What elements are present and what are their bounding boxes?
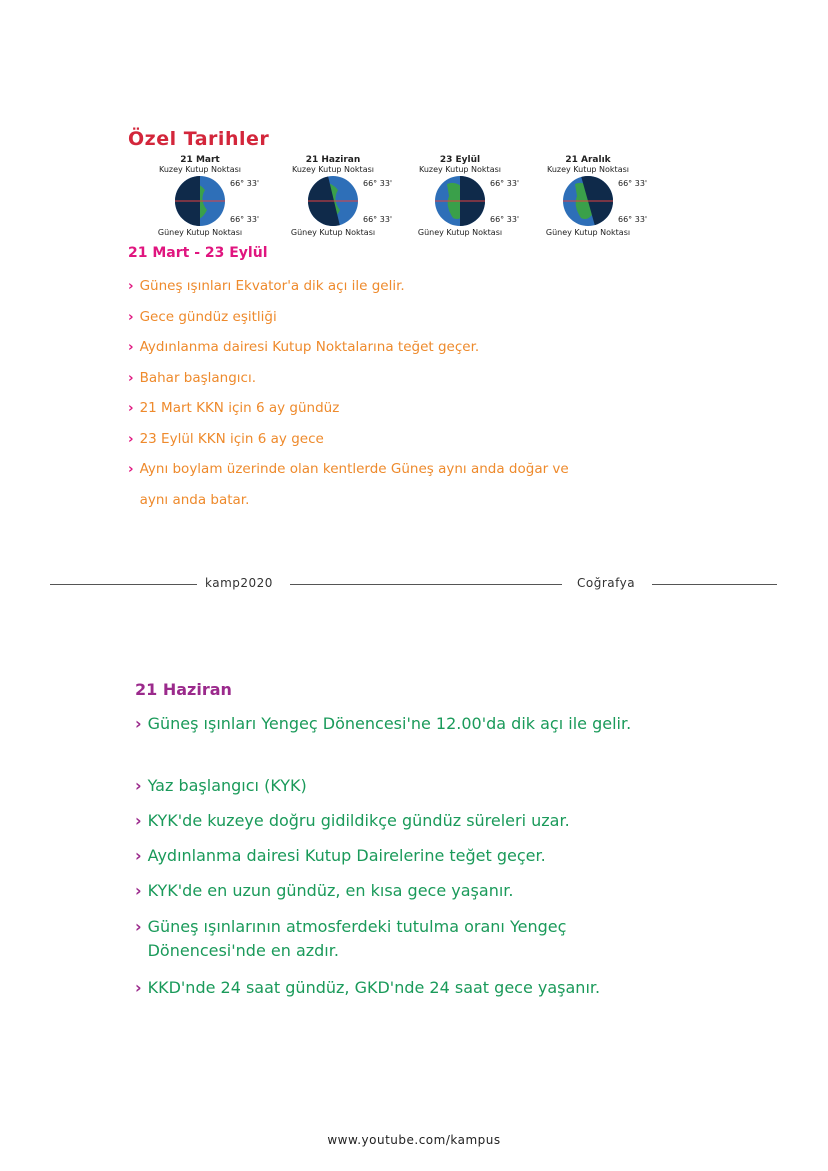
section-title: Özel Tarihler [128,128,270,150]
lat-north-label: 66° 33' [618,179,648,188]
chevron-right-icon: › [135,881,142,900]
globe-date: 21 Mart [180,155,220,165]
footer-divider [290,584,562,585]
bullet-text: KYK'de en uzun gündüz, en kısa gece yaşanır. [147,881,514,900]
bullet-text: 21 Mart KKN için 6 ay gündüz [139,400,340,416]
earth-icon [303,174,363,228]
chevron-right-icon: › [128,400,134,416]
footer-divider [50,584,197,585]
bullet-item [128,492,249,508]
chevron-right-icon: › [128,278,134,294]
chevron-right-icon: › [135,776,142,795]
bullet-text: 23 Eylül KKN için 6 ay gece [139,430,324,447]
earth-icon [170,174,230,228]
south-pole-label: Güney Kutup Noktası [545,228,631,237]
bullet-text: Aynı boylam üzerinde olan kentlerde Güneş aynı anda doğar ve [139,461,569,477]
globe-date: 21 Aralık [565,155,611,165]
lat-north-label: 66° 33' [490,179,520,188]
south-pole-label: Güney Kutup Noktası [290,228,376,237]
bullet-item [135,844,680,868]
south-pole-label: Güney Kutup Noktası [157,228,243,237]
south-pole-label: Güney Kutup Noktası [417,228,503,237]
globe-date: 23 Eylül [439,155,481,165]
bullet-item [128,400,339,416]
globe-diagram [523,155,653,243]
bullet-text: KKD'nde 24 saat gündüz, GKD'nde 24 saat gece yaşanır. [147,978,601,997]
north-pole-label: Kuzey Kutup Noktası [546,165,629,174]
bullet-item [135,712,680,736]
bullet-text: Yaz başlangıcı (KYK) [147,776,307,795]
bullet-item [128,370,256,386]
chevron-right-icon: › [128,369,134,386]
chevron-right-icon: › [128,308,134,325]
bottom-url: www.youtube.com/kampus [327,1133,501,1147]
chevron-right-icon: › [128,339,134,355]
lat-north-label: 66° 33' [363,179,393,188]
north-pole-label: Kuzey Kutup Noktası [418,165,501,174]
globe-diagram [395,155,525,243]
north-pole-label: Kuzey Kutup Noktası [158,165,241,174]
bullet-item [128,339,479,355]
globe-diagram [135,155,265,243]
bullet-text: aynı anda batar. [139,491,250,508]
bullet-text: Güneş ışınları Yengeç Dönencesi'ne 12.00'da dik açı ile gelir. [147,714,632,733]
bullet-item [128,309,277,325]
lat-south-label: 66° 33' [363,215,393,224]
chevron-right-icon: › [135,714,142,733]
bullet-text: Bahar başlangıcı. [139,369,257,386]
bullet-text: Güneş ışınlarının atmosferdeki tutulma oranı Yengeç Dönencesi'nde en azdır. [147,917,567,960]
chevron-right-icon: › [135,978,142,997]
bullet-text: Gece gündüz eşitliği [139,308,277,325]
north-pole-label: Kuzey Kutup Noktası [291,165,374,174]
bullet-text: Güneş ışınları Ekvator'a dik açı ile gelir. [139,278,405,294]
bullet-text: Aydınlanma dairesi Kutup Noktalarına teğet geçer. [139,339,480,355]
bullet-item [128,431,324,447]
chevron-right-icon: › [135,811,142,830]
bullet-item [128,461,569,477]
bullet-text: Aydınlanma dairesi Kutup Dairelerine teğet geçer. [147,846,546,865]
bullet-item [135,879,680,903]
bullet-item [135,774,680,798]
lat-south-label: 66° 33' [230,215,260,224]
bullet-item [135,915,680,963]
chevron-right-icon: › [135,917,142,936]
section-heading-solstice: 21 Haziran [135,680,232,699]
chevron-right-icon: › [128,430,134,447]
earth-icon [558,174,618,228]
footer-right: Coğrafya [577,576,636,590]
footer-divider [652,584,777,585]
globe-date: 21 Haziran [305,155,361,165]
lat-south-label: 66° 33' [490,215,520,224]
bullet-item [135,976,680,1000]
chevron-right-icon: › [135,846,142,865]
earth-icon [430,174,490,228]
chevron-right-icon: › [128,461,134,477]
bullet-item [135,809,680,833]
bullet-item [128,278,405,294]
globe-diagram [268,155,398,243]
section-heading-equinox: 21 Mart - 23 Eylül [128,245,268,261]
footer-left: kamp2020 [205,576,273,590]
lat-south-label: 66° 33' [618,215,648,224]
lat-north-label: 66° 33' [230,179,260,188]
bullet-text: KYK'de kuzeye doğru gidildikçe gündüz süreleri uzar. [147,811,570,830]
